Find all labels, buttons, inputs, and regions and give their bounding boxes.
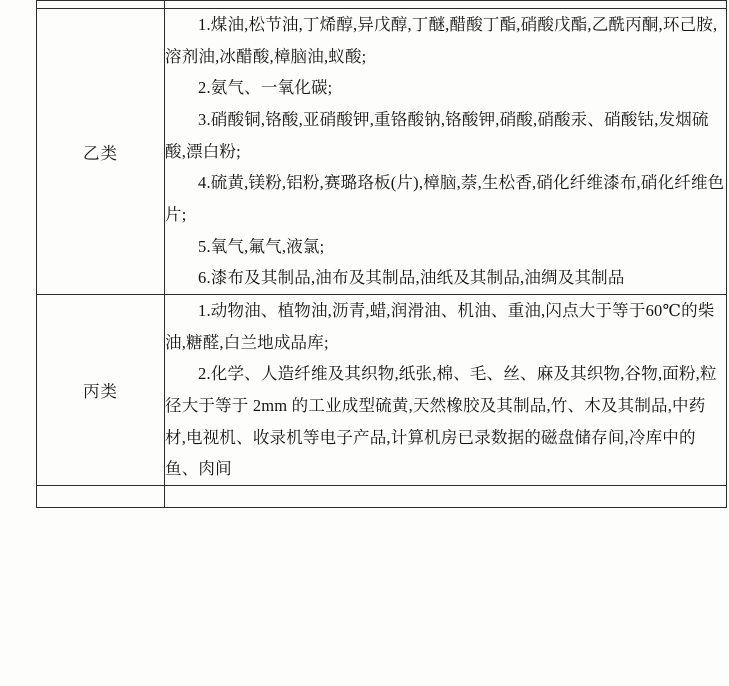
category-cell <box>37 295 165 486</box>
list-item: 2.化学、人造纤维及其织物,纸张,棉、毛、丝、麻及其织物,谷物,面粉,粒径大于等于 2mm 的工业成型硫黄,天然橡胶及其制品,竹、木及其制品,中药材,电视机、收录机等电子产品,计算机房已录数据的磁盘储存间,冷库中的鱼、肉间 <box>165 364 717 479</box>
category-label: 乙类 <box>83 143 118 163</box>
category-cell <box>37 9 165 295</box>
category-label: 丙类 <box>83 382 118 402</box>
table-row <box>37 295 727 486</box>
fire-hazard-category-table <box>36 0 727 508</box>
description-cell <box>165 486 727 508</box>
description-cell <box>165 9 727 295</box>
list-item: 4.硫黄,镁粉,铝粉,赛璐珞板(片),樟脑,萘,生松香,硝化纤维漆布,硝化纤维色片; <box>165 173 725 225</box>
description-cell <box>165 295 727 486</box>
list-item: 3.硝酸铜,铬酸,亚硝酸钾,重铬酸钠,铬酸钾,硝酸,硝酸汞、硝酸钴,发烟硫酸,漂白粉; <box>165 110 709 161</box>
list-item: 6.漆布及其制品,油布及其制品,油纸及其制品,油绸及其制品 <box>198 268 625 288</box>
description-cell <box>165 1 727 9</box>
list-item: 1.煤油,松节油,丁烯醇,异戊醇,丁醚,醋酸丁酯,硝酸戊酯,乙酰丙酮,环己胺,溶剂油,冰醋酸,樟脑油,蚁酸; <box>165 15 718 66</box>
category-cell <box>37 486 165 508</box>
list-item: 5.氧气,氟气,液氯; <box>198 236 325 256</box>
list-item: 1.动物油、植物油,沥青,蜡,润滑油、机油、重油,闪点大于等于60℃的柴油,糖醛,白兰地成品库; <box>165 301 715 352</box>
table-row <box>37 1 727 9</box>
table-row <box>37 486 727 508</box>
category-cell <box>37 1 165 9</box>
table-row <box>37 9 727 295</box>
table-body <box>37 1 727 508</box>
list-item: 2.氨气、一氧化碳; <box>198 78 333 98</box>
